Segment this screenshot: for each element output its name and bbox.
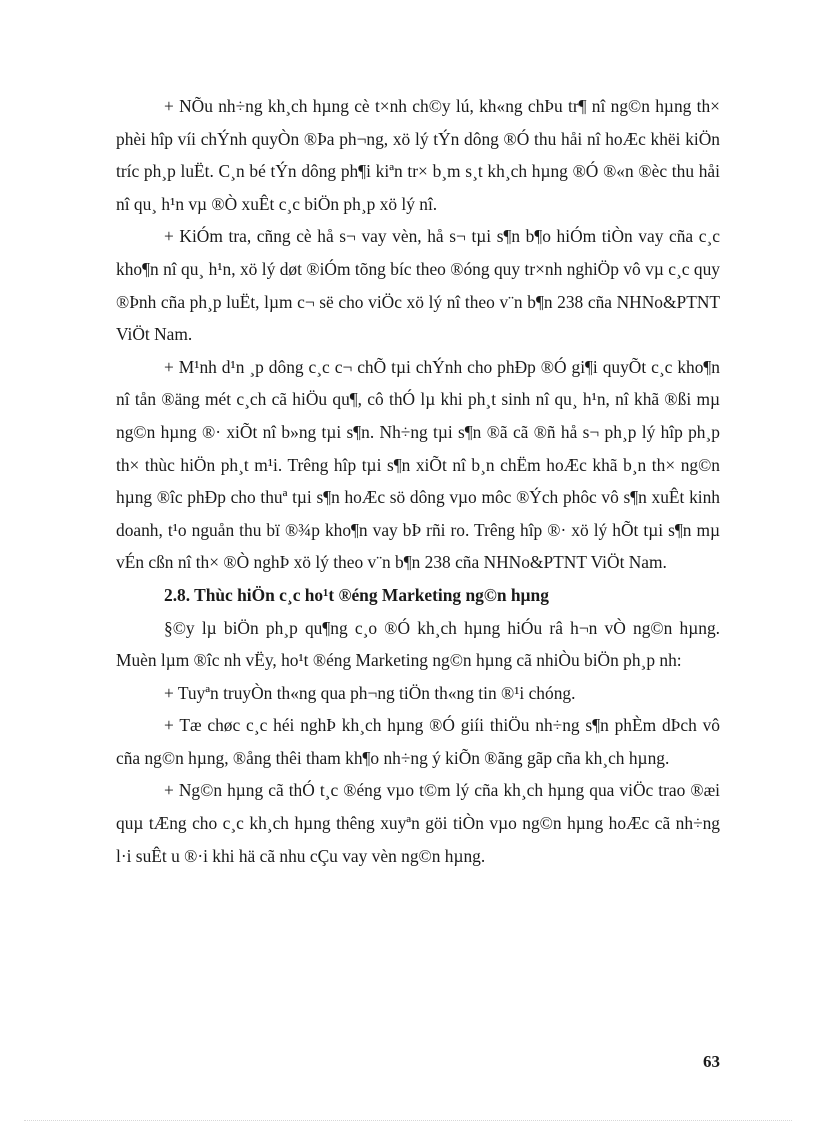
page-bottom-divider <box>24 1120 792 1121</box>
page-number: 63 <box>703 1052 720 1071</box>
section-heading: 2.8. Thùc hiÖn c¸c ho¹t ®éng Marketing ng©n hµng <box>164 584 549 605</box>
paragraph-media-promotion: + Tuyªn truyÒn th«ng qua ph¬ng tiÖn th«ng tin ®¹i chóng. <box>164 682 576 703</box>
paragraph-marketing-intro: §©y lµ biÖn ph¸p qu¶ng c¸o ®Ó kh¸ch hµng hiÓu râ h¬n vÒ ng©n hµng. Muèn lµm ®îc nh vËy, ho¹t ®éng Marketing ng©n hµng cã nhiÒu biÖn ph¸p nh: <box>116 617 720 671</box>
paragraph-customer-gifts: + Ng©n hµng cã thÓ t¸c ®éng vµo t©m lý cña kh¸ch hµng qua viÖc trao ®æi quµ tÆng cho c¸c kh¸ch hµng thêng xuyªn göi tiÒn vµo ng©n hµng hoÆc cã nh÷ng l·i suÊt u ®·i khi hä cã nhu cÇu vay vèn ng©n hµng. <box>116 780 720 866</box>
paragraph-loan-file-review: + KiÓm tra, cñng cè hå s¬ vay vèn, hå s¬ tµi s¶n b¶o hiÓm tiÒn vay cña c¸c kho¶n nî qu¸ h¹n, xö lý døt ®iÓm tõng bíc theo ®óng quy tr×nh nghiÖp vô vµ c¸c quy ®Þnh cña ph¸p luËt, lµm c¬ së cho viÖc xö lý nî theo v¨n b¶n 238 cña NHNo&PTNT ViÖt Nam. <box>116 226 720 345</box>
paragraph-collateral-handling: + M¹nh d¹n ¸p dông c¸c c¬ chÕ tµi chÝnh cho phÐp ®Ó gi¶i quyÕt c¸c kho¶n nî tån ®äng mét c¸ch cã hiÖu qu¶, cô thÓ lµ khi ph¸t sinh nî qu¸ h¹n, nî khã ®ßi mµ ng©n hµng ®· xiÕt nî b»ng tµi s¶n. Nh÷ng tµi s¶n ®ã cã ®ñ hå s¬ ph¸p lý hîp ph¸p th× thùc hiÖn ph¸t m¹i. Trêng hîp tµi s¶n xiÕt nî b¸n chËm hoÆc khã b¸n th× ng©n hµng ®îc phÐp cho thuª tµi s¶n hoÆc sö dông vµo môc ®Ých phôc vô s¶n xuÊt kinh doanh, t¹o nguån thu bï ®¾p kho¶n vay bÞ rñi ro. Trêng hîp ®· xö lý hÕt tµi s¶n mµ vÉn cßn nî th× ®Ò nghÞ xö lý theo v¨n b¶n 238 cña NHNo&PTNT ViÖt Nam. <box>116 356 720 573</box>
body-text <box>116 90 720 872</box>
paragraph-bad-debt-recovery: + NÕu nh÷ng kh¸ch hµng cè t×nh ch©y lú, kh«ng chÞu tr¶ nî ng©n hµng th× phèi hîp víi chÝnh quyÒn ®Þa ph¬ng, xö lý tÝn dông ®Ó thu håi nî hoÆc khëi kiÖn tríc ph¸p luËt. C¸n bé tÝn dông ph¶i kiªn tr× b¸m s¸t kh¸ch hµng ®Ó ®«n ®èc thu håi nî qu¸ h¹n vµ ®Ò xuÊt c¸c biÖn ph¸p xö lý nî. <box>116 96 720 214</box>
paragraph-customer-conference: + Tæ chøc c¸c héi nghÞ kh¸ch hµng ®Ó giíi thiÖu nh÷ng s¶n phÈm dÞch vô cña ng©n hµng, ®ång thêi tham kh¶o nh÷ng ý kiÕn ®ãng gãp cña kh¸ch hµng. <box>116 715 720 768</box>
